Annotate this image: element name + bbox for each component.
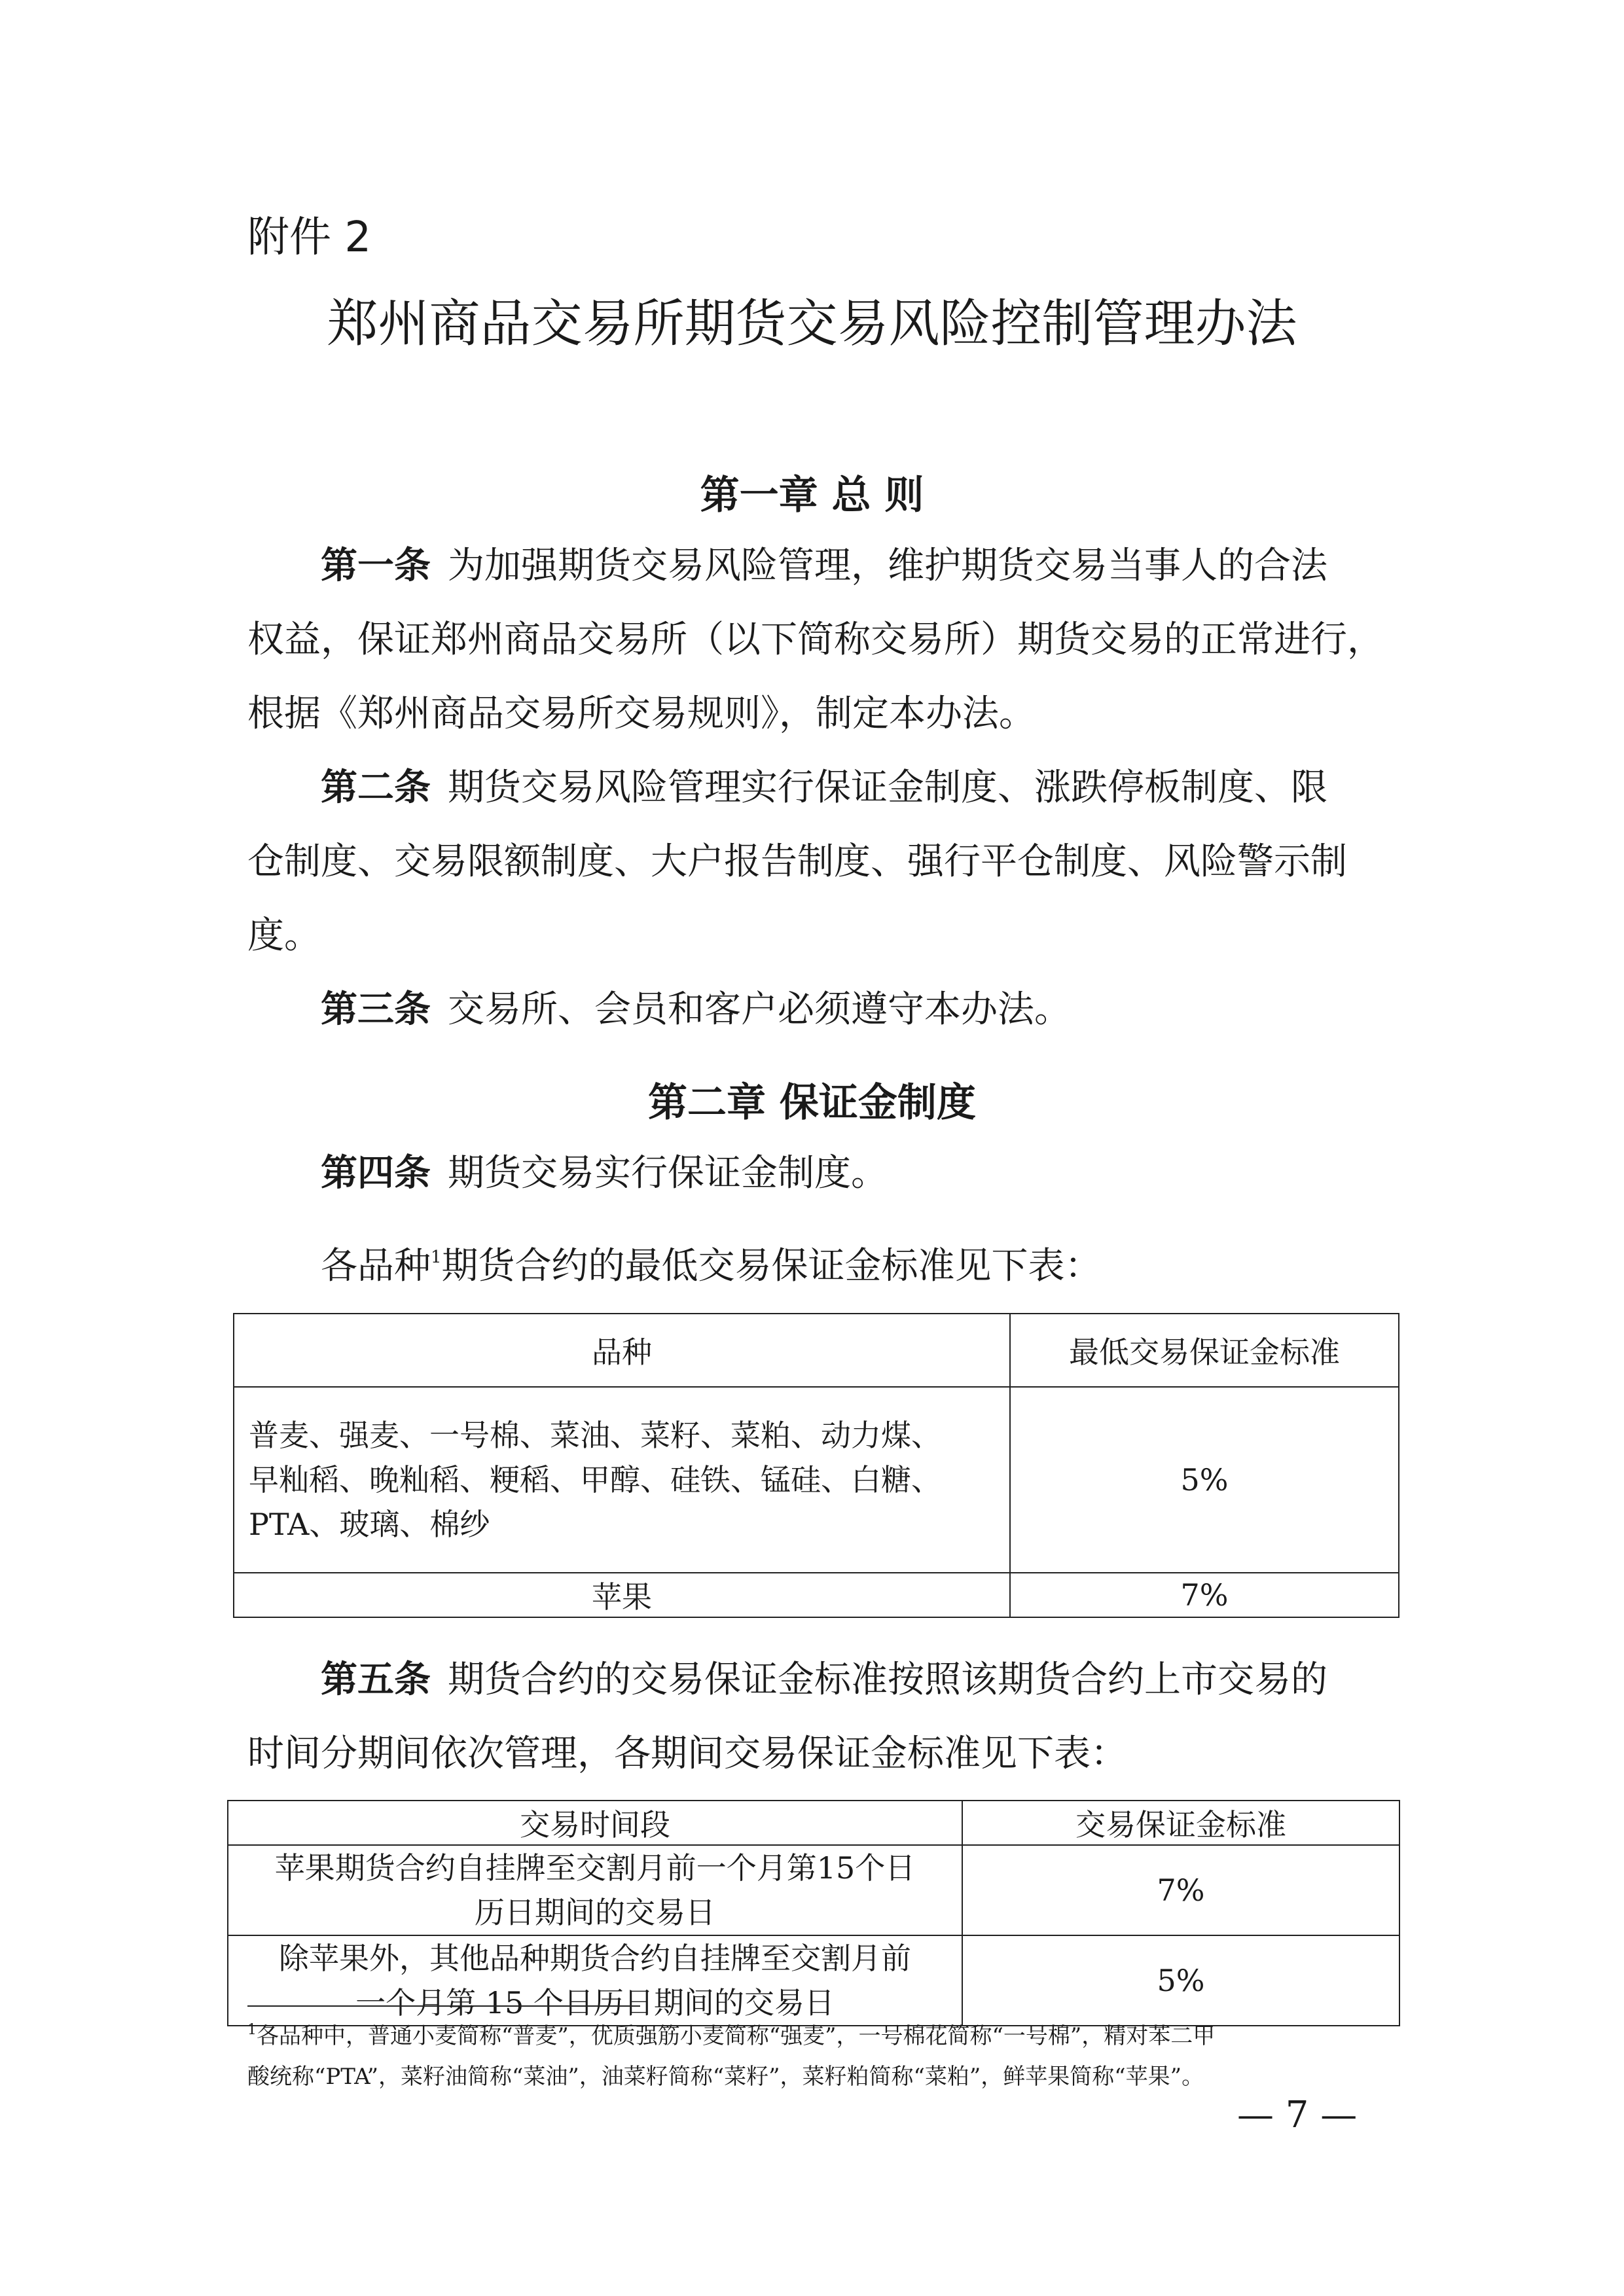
header-min-margin: 最低交易保证金标准: [1010, 1314, 1399, 1387]
margin-cell: 7%: [962, 1845, 1399, 1935]
header-period: 交易时间段: [228, 1801, 962, 1845]
article-3: [247, 973, 1397, 1047]
margin-cell: 7%: [1010, 1573, 1399, 1617]
article-2-label: 第二条: [321, 766, 431, 809]
chapter-1-heading: 第一章 总 则: [700, 473, 924, 518]
variety-line: 普麦、强麦、一号棉、菜油、菜籽、菜粕、动力煤、: [249, 1418, 941, 1453]
variety-cell: 苹果: [234, 1573, 1010, 1617]
table-1-intro-pre: 各品种: [321, 1245, 431, 1287]
footnote-line: 各品种中，普通小麦简称“普麦”，优质强筋小麦简称“强麦”，一号棉花简称“一号棉”，精对苯二甲: [257, 2023, 1216, 2049]
article-5-label: 第五条: [321, 1659, 431, 1701]
header-variety: 品种: [234, 1314, 1010, 1387]
table-row: [234, 1573, 1399, 1617]
margin-cell: 5%: [962, 1935, 1399, 2026]
header-margin: 交易保证金标准: [962, 1801, 1399, 1845]
article-1-label: 第一条: [321, 545, 431, 587]
article-4: [247, 1136, 1397, 1210]
article-1-line: 根据《郑州商品交易所交易规则》，制定本办法。: [247, 692, 1036, 735]
min-margin-table: [233, 1313, 1399, 1618]
article-4-text: 期货交易实行保证金制度。: [448, 1152, 888, 1194]
footnote-reference[interactable]: 1: [431, 1247, 442, 1267]
variety-line: 早籼稻、晚籼稻、粳稻、甲醇、硅铁、锰硅、白糖、: [249, 1462, 941, 1498]
table-row: [228, 1845, 1399, 1935]
article-5-line: 时间分期间依次管理，各期间交易保证金标准见下表：: [247, 1732, 1127, 1775]
article-4-label: 第四条: [321, 1152, 431, 1194]
margin-cell: 5%: [1010, 1387, 1399, 1573]
table-1-intro: [247, 1229, 1397, 1303]
footnote-divider: [247, 2005, 640, 2007]
period-line: 苹果期货合约自挂牌至交割月前一个月第15个日: [274, 1850, 916, 1886]
variety-cell: [234, 1387, 1010, 1573]
article-5-line: 期货合约的交易保证金标准按照该期货合约上市交易的: [448, 1659, 1327, 1701]
article-1: [247, 529, 1397, 751]
period-cell: [228, 1845, 962, 1935]
period-line: 一个月第 15 个日历日期间的交易日: [355, 1985, 835, 2020]
table-header-row: [228, 1801, 1399, 1845]
article-1-line: 为加强期货交易风险管理，维护期货交易当事人的合法: [448, 545, 1327, 587]
article-2: [247, 751, 1397, 973]
article-2-line: 仓制度、交易限额制度、大户报告制度、强行平仓制度、风险警示制: [247, 840, 1347, 883]
article-3-label: 第三条: [321, 988, 431, 1031]
table-1-intro-post: 期货合约的最低交易保证金标准见下表：: [441, 1245, 1102, 1287]
article-3-text: 交易所、会员和客户必须遵守本办法。: [448, 988, 1071, 1031]
chapter-2-heading: 第二章 保证金制度: [648, 1080, 976, 1126]
variety-line: PTA、玻璃、棉纱: [249, 1507, 490, 1542]
footnote-line: 酸统称“PTA”，菜籽油简称“菜油”，油菜籽简称“菜籽”，菜籽粕简称“菜粕”，鲜苹果简称“苹果”。: [247, 2064, 1204, 2090]
page-number: — 7 —: [1237, 2094, 1358, 2136]
table-header-row: [234, 1314, 1399, 1387]
footnote: [247, 2016, 1397, 2097]
article-1-line: 权益，保证郑州商品交易所（以下简称交易所）期货交易的正常进行，: [247, 619, 1384, 661]
period-line: 除苹果外，其他品种期货合约自挂牌至交割月前: [279, 1941, 911, 1976]
table-row: [228, 1935, 1399, 2026]
article-2-line: 期货交易风险管理实行保证金制度、涨跌停板制度、限: [448, 766, 1327, 809]
table-row: [234, 1387, 1399, 1573]
document-title: 郑州商品交易所期货交易风险控制管理办法: [327, 295, 1297, 353]
period-margin-table: [227, 1800, 1400, 2026]
attachment-label: 附件 2: [247, 213, 372, 262]
article-2-line: 度。: [247, 914, 321, 957]
period-line: 历日期间的交易日: [475, 1895, 715, 1930]
article-5: [247, 1643, 1397, 1791]
period-cell: [228, 1935, 962, 2026]
footnote-mark: 1: [247, 2022, 257, 2038]
